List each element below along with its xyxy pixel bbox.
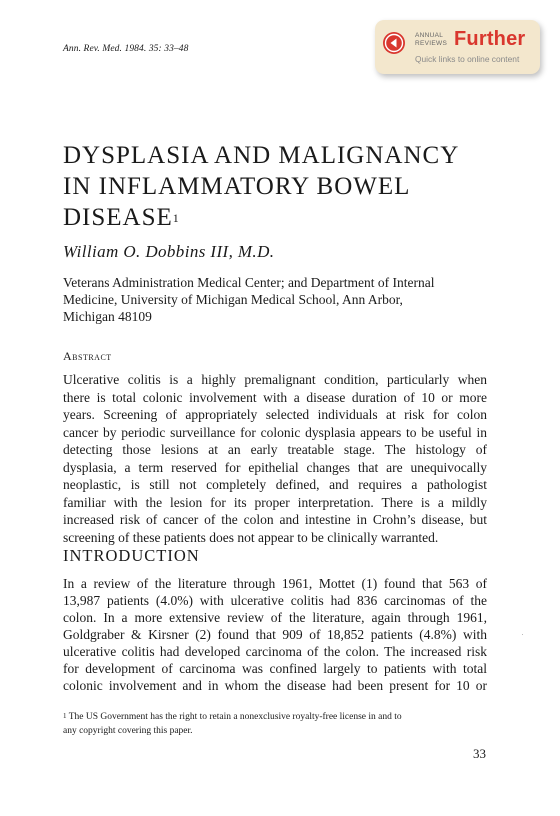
author-name: William O. Dobbins III, M.D. [63,242,275,261]
introduction-line: In a review of the literature through 1961, Mottet (1) found that 563 of [63,576,487,591]
footnote-line: any copyright covering this paper. [63,726,193,736]
title-line-1: DYSPLASIA AND MALIGNANCY [63,142,460,169]
introduction-text [63,575,487,694]
annual-reviews-logo [415,32,447,47]
abstract-line: dysplasia, a term reserved for epithelial changes that are unequivocally [63,459,487,475]
logo-annual-text: ANNUAL [415,32,444,39]
abstract-line: detecting those lesions at an early treatable stage. The histology of [63,442,487,457]
journal-citation: Ann. Rev. Med. 1984. 35: 33–48 [63,44,189,54]
abstract-text [63,371,487,546]
logo-reviews-text: REVIEWS [415,39,448,47]
further-wordmark: Further [454,28,526,50]
abstract-line: increased risk of cancer of the colon and intestine in Crohn’s disease, but [63,512,487,527]
scan-speck [522,634,523,635]
page-number: 33 [473,746,486,761]
footnote-marker: 1 [63,712,67,720]
introduction-line: colon. In a more extensive review of the literature, again through 1961, [63,610,487,625]
abstract-line: cancer by periodic surveillance for colonic dysplasia appears to be useful in [63,424,487,440]
abstract-line: neoplastic, is still not completely defined, and requires a pathologist [63,477,487,492]
further-tagline: Quick links to online content [415,54,520,64]
title-line-3 [63,202,503,233]
abstract-line: years. Screening of appropriately selected individuals at risk for colon [63,407,487,422]
author-affiliation [63,274,487,325]
introduction-line: ulcerative colitis had developed carcinoma of the colon. The increased risk [63,644,487,659]
article-title [63,140,503,233]
abstract-line: there is total colonic involvement with a disease duration of 10 or more [63,389,487,405]
section-heading-introduction: INTRODUCTION [63,546,200,565]
speaker-play-icon [383,32,405,54]
footnote-line-1-text: The US Government has the right to retain a nonexclusive royalty-free license in and to [68,712,402,722]
title-line-2: IN INFLAMMATORY BOWEL [63,173,411,200]
abstract-heading: Abstract [63,349,112,363]
introduction-line: Goldgraber & Kirsner (2) found that 909 of 18,852 patients (4.8%) with [63,627,487,642]
title-line-3-text: DISEASE [63,204,173,231]
introduction-line: 13,987 patients (4.0%) with ulcerative colitis had 836 carcinomas of the [63,593,487,608]
affiliation-line: Medicine, University of Michigan Medical School, Ann Arbor, [63,292,403,307]
affiliation-line: Veterans Administration Medical Center; and Department of Internal [63,275,435,290]
annual-reviews-further-badge[interactable] [375,20,540,74]
abstract-line: Ulcerative colitis is a highly premalignant condition, particularly when [63,372,487,387]
title-footnote-marker[interactable]: 1 [172,211,179,225]
abstract-line: familiar with the lesion for its proper interpretation. There is a mildly [63,494,487,510]
abstract-line: screening of these patients does not appear to be clinically warranted. [63,529,439,545]
introduction-line: colonic involvement and in whom the disease had been present for 10 or [63,678,487,693]
introduction-line: for development of carcinoma was confined largely to patients with total [63,661,487,676]
affiliation-line: Michigan 48109 [63,309,152,324]
footnote-line [63,710,487,724]
footnote [63,710,487,738]
